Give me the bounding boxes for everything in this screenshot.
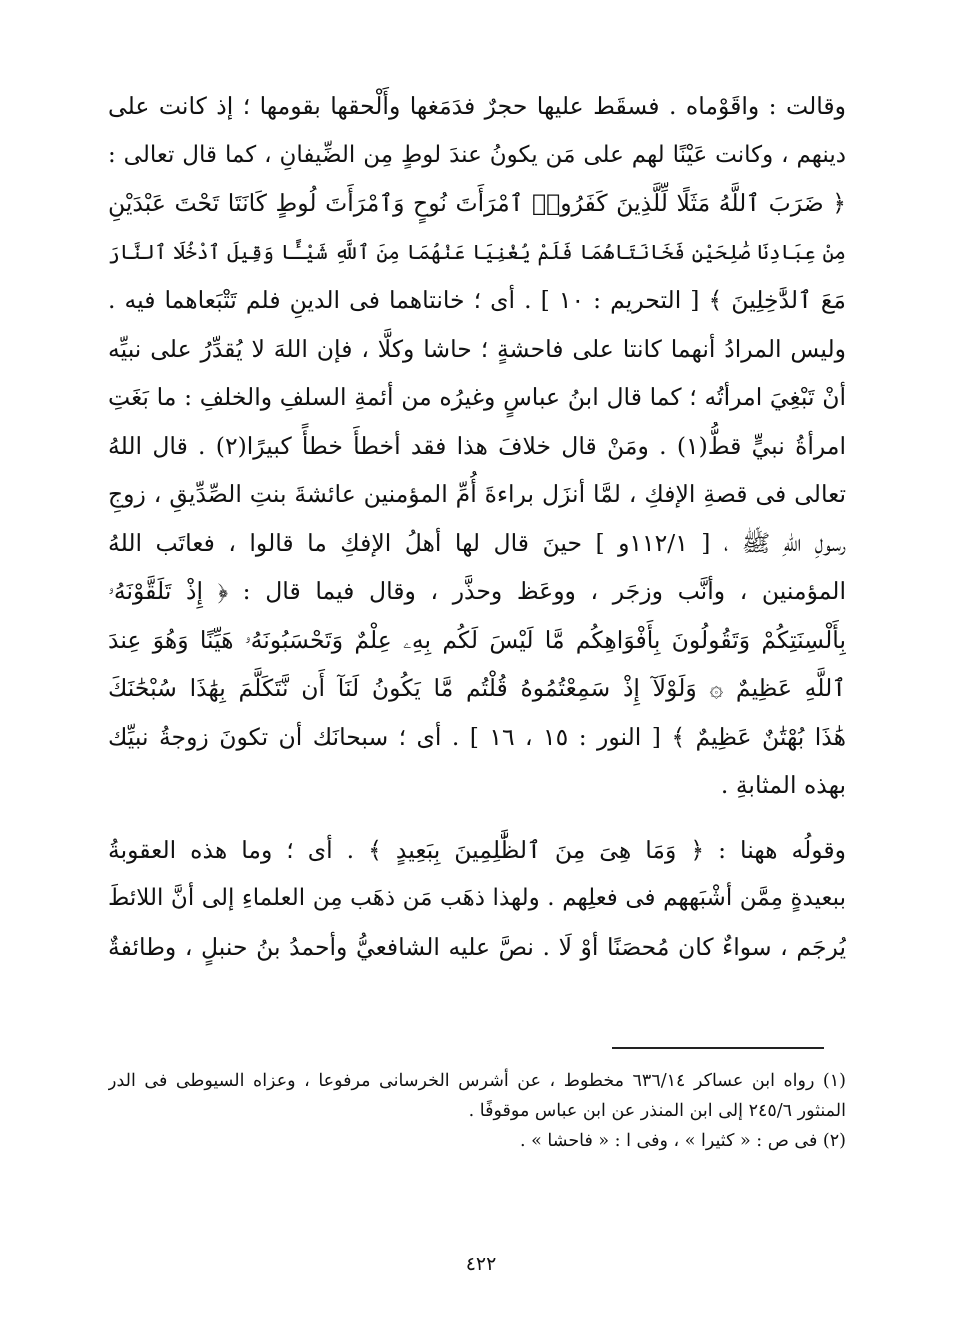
text-line: وقولُه ههنا : ﴿ وَمَا هِىَ مِنَ ٱلظَّٰلِمِينَ بِبَعِيدٍ ﴾ . أى ؛ وما هذه العقوبةُ bbox=[108, 835, 846, 864]
text-line: مَعَ ٱلدَّٰخِلِينَ ﴾ [ التحريم : ١٠ ] . أى ؛ خانتاهما فى الدينِ فلم تَتْبَعاهما فيه . bbox=[108, 286, 846, 314]
text-line: دينهم ، وكانت عَيْنًا لهم على مَن يكونُ عندَ لوطٍ مِن الضِّيفانِ ، كما قال تعالى : bbox=[108, 141, 846, 168]
text-line: وقالت : واقَوْماه . فسقَط عليها حجرٌ فدَمَغها وأَلْحقها بقومها ؛ إذ كانت على bbox=[108, 92, 846, 120]
text-line: بهذه المثابةِ . bbox=[720, 771, 846, 799]
text-line: وليس المرادُ أنهما كانتا على فاحشةٍ ؛ حاشا وكلَّا ، فإن اللهَ لا يُقدِّرُ على نبيِّه bbox=[108, 334, 846, 363]
text-line: ببعيدةٍ مِمَّن أشْبَههم فى فعلِهم . ولهذا ذهَب مَن ذهَب مِن العلماءِ إلى أنَّ اللائطَ bbox=[108, 885, 846, 911]
text-line: يُرجَم ، سواءٌ كان مُحصَنًا أوْ لَا . نصَّ عليه الشافعيُّ وأحمدُ بنُ حنبلٍ ، وطائفةٌ bbox=[108, 932, 846, 961]
quran-verse-line: بِأَلْسِنَتِكُمْ وَتَقُولُونَ بِأَفْوَاهِكُم مَّا لَيْسَ لَكُم بِهِۦ عِلْمٌ وَتَحْسَبُونَهُۥ هَيِّنًا وَهُوَ عِندَ bbox=[108, 625, 846, 654]
footnote-line: المنثور ٢٤٥/٦ إلى ابن المنذر عن ابن عباس موقوفًا . bbox=[468, 1101, 846, 1121]
footnotes-block bbox=[108, 1066, 846, 1156]
footnote-line: (١) رواه ابن عساكر ٦٣٦/١٤ مخطوط ، عن أشرس الخرسانى مرفوعا ، وعزاه السيوطى فى الدر bbox=[108, 1071, 846, 1091]
page-number: ٤٢٢ bbox=[465, 1253, 497, 1275]
quran-verse-line: ﴿ ضَرَبَ ٱللَّهُ مَثَلًا لِّلَّذِينَ كَفَرُوا۟ ٱمْرَأَتَ نُوحٍ وَٱمْرَأَتَ لُوطٍ كَانَتَا تَحْتَ عَبْدَيْنِ bbox=[108, 189, 846, 217]
footnote-line: (٢) فى ص : « كثيرا » ، وفى ا : « فاحشا » . bbox=[519, 1131, 846, 1151]
text-line: رسولِ اللهِ ﷺ ، [ ١١٢/١و ] حينَ قال لها أهلُ الإفكِ ما قالوا ، فعاتَب اللهُ bbox=[108, 528, 846, 557]
quran-verse-line: ٱللَّهِ عَظِيمٌ ۞ وَلَوْلَآ إِذْ سَمِعْتُمُوهُ قُلْتُم مَّا يَكُونُ لَنَآ أَن نَّتَكَلَّمَ بِهَٰذَا سُبْحَٰنَكَ bbox=[108, 674, 846, 702]
quran-verse-line: مِنْ عِبَادِنَا صَٰلِحَيْنِ فَخَانَتَاهُمَا فَلَمْ يُغْنِيَا عَنْهُمَا مِنَ ٱللَّهِ شَيْـًٔا وَقِيلَ ٱدْخُلَا ٱلنَّارَ bbox=[108, 239, 846, 264]
text-line: تعالى فى قصةِ الإفكِ ، لمَّا أنزَل براءةَ أُمِّ المؤمنين عائشةَ بنتِ الصِّدِّيقِ ، زوجِ bbox=[108, 480, 846, 508]
paragraph-gap bbox=[108, 810, 846, 826]
text-line: هَٰذَا بُهْتَٰنٌ عَظِيمٌ ﴾ [ النور : ١٥ ، ١٦ ] . أى ؛ سبحانَك أن تكونَ زوجةُ نبيِّك bbox=[108, 722, 846, 751]
text-line: المؤمنين ، وأنَّب وزجَر ، ووعَظ وحذَّر ، وقال فيما قال : ﴿ إِذْ تَلَقَّوْنَهُۥ bbox=[108, 577, 846, 605]
main-text-block bbox=[108, 82, 846, 971]
text-line: أنْ تَبْغِيَ امرأتُه ؛ كما قال ابنُ عباسٍ وغيرُه من أئمةِ السلفِ والخلفِ : ما بَغَتِ bbox=[108, 383, 846, 411]
text-line: امرأةُ نبيٍّ قطُّ(١) . ومَنْ قال خلافَ هذا فقد أخطأَ خطأً كبيرًا(٢) . قال اللهُ bbox=[108, 431, 846, 460]
footnote-divider bbox=[612, 1047, 824, 1049]
